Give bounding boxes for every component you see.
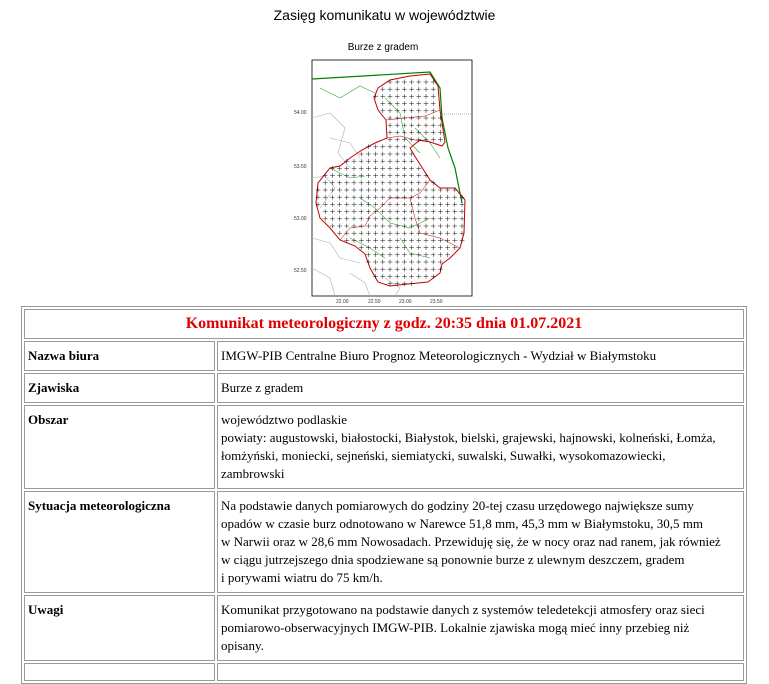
row-label-phenomena: Zjawiska	[24, 373, 215, 403]
map-frame	[312, 60, 472, 296]
lon-tick: 22.50	[368, 299, 381, 305]
lon-tick: 23.00	[399, 299, 412, 305]
value-line: w ciągu jutrzejszego dnia spodziewane są ponownie burze z ulewnym deszczem, gradem	[221, 552, 685, 567]
value-line: Komunikat przygotowano na podstawie danych z systemów teledetekcji atmosfery oraz sieci	[221, 602, 705, 617]
report-heading: Komunikat meteorologiczny z godz. 20:35 dnia 01.07.2021	[24, 309, 744, 339]
value-line: i porywami wiatru do 75 km/h.	[221, 570, 383, 585]
value-line: województwo podlaskie	[221, 412, 348, 427]
lon-tick: 22.00	[336, 299, 349, 305]
lat-tick: 53.00	[294, 216, 307, 222]
table-row	[24, 491, 744, 593]
row-value-situation	[217, 491, 744, 593]
lon-ticks	[336, 299, 443, 305]
value-line: łomżyński, moniecki, sejneński, siemiatycki, suwalski, Suwałki, wysokomazowiecki,	[221, 448, 666, 463]
value-line: Burze z gradem	[221, 380, 304, 395]
report-table	[21, 306, 747, 684]
value-line: opadów w czasie burz odnotowano w Narewce 51,8 mm, 45,3 mm w Białymstoku, 30,5 mm	[221, 516, 703, 531]
value-line: pomiarowo-obserwacyjnych IMGW-PIB. Lokalnie zjawiska mogą mieć inny przebieg niż	[221, 620, 690, 635]
table-row	[24, 663, 744, 681]
page-title: Zasięg komunikatu w województwie	[273, 7, 496, 23]
row-label-situation: Sytuacja meteorologiczna	[24, 491, 215, 593]
value-line: Na podstawie danych pomiarowych do godziny 20-tej czasu urzędowego największe sumy	[221, 498, 694, 513]
row-value-notes	[217, 595, 744, 661]
value-line: IMGW-PIB Centralne Biuro Prognoz Meteorologicznych - Wydział w Białymstoku	[221, 348, 657, 363]
value-line: powiaty: augustowski, białostocki, Białystok, bielski, grajewski, hajnowski, kolneński, Łomża,	[221, 430, 716, 445]
table-row	[24, 595, 744, 661]
row-label-empty	[24, 663, 215, 681]
lat-tick: 52.50	[294, 268, 307, 274]
map-caption: Burze z gradem	[347, 42, 419, 53]
row-label-area: Obszar	[24, 405, 215, 489]
table-row	[24, 405, 744, 489]
lon-tick: 23.50	[430, 299, 443, 305]
lat-tick: 54.00	[294, 110, 307, 116]
row-value-area	[217, 405, 744, 489]
row-value-phenomena	[217, 373, 744, 403]
lat-tick: 53.50	[294, 164, 307, 170]
value-line: opisany.	[221, 638, 264, 653]
row-label-office: Nazwa biura	[24, 341, 215, 371]
voivodeship-map	[290, 58, 474, 308]
lat-ticks	[294, 110, 307, 274]
row-value-empty	[217, 663, 744, 681]
value-line: zambrowski	[221, 466, 285, 481]
table-row	[24, 373, 744, 403]
table-row	[24, 341, 744, 371]
row-label-notes: Uwagi	[24, 595, 215, 661]
row-value-office	[217, 341, 744, 371]
value-line: w Narwii oraz w 28,6 mm Nowosadach. Przewiduję się, że w nocy oraz nad ranem, jak również	[221, 534, 721, 549]
